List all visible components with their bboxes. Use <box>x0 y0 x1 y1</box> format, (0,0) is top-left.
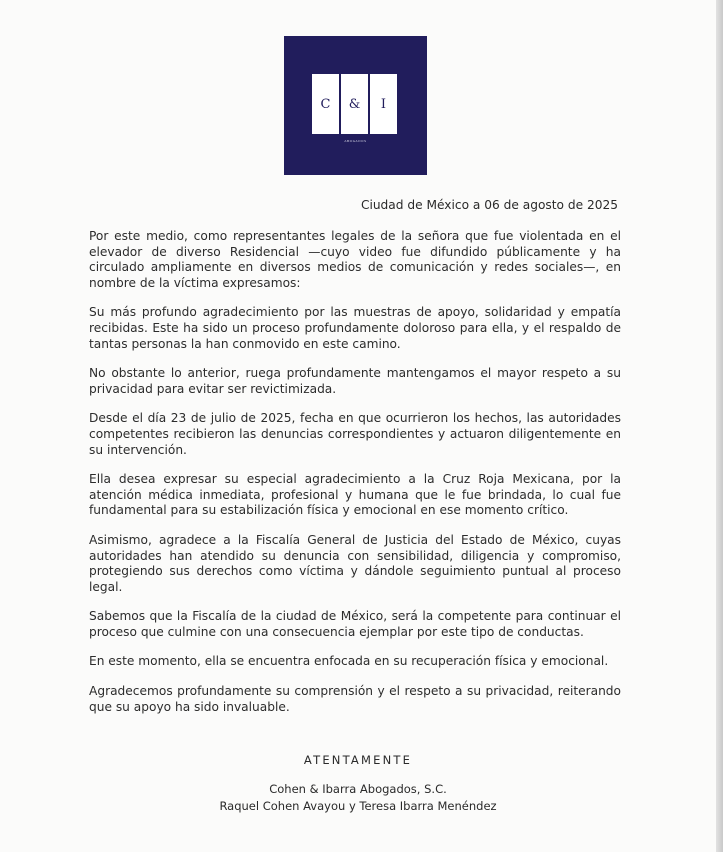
logo-ampersand: & <box>341 74 368 134</box>
signers: Raquel Cohen Avayou y Teresa Ibarra Menéndez <box>219 799 497 813</box>
logo-letter-i: I <box>370 74 397 134</box>
paragraph-jurisdiction: Sabemos que la Fiscalía de la ciudad de México, será la competente para continuar el proceso que culmine con una consecuencia ejemplar por este tipo de conductas. <box>89 609 621 639</box>
paragraph-red-cross: Ella desea expresar su especial agradecimiento a la Cruz Roja Mexicana, por la atención médica inmediata, profesional y humana que le fue brindada, lo cual fue fundamental para su estabilización física y emocional en ese momento crítico. <box>89 472 621 518</box>
date-line: Ciudad de México a 06 de agosto de 2025 <box>360 198 618 212</box>
page-edge <box>716 0 723 852</box>
closing-salutation: ATENTAMENTE <box>303 753 413 767</box>
logo-letter-c: C <box>312 74 339 134</box>
paragraph-intro: Por este medio, como representantes legales de la señora que fue violentada en el elevador de diverso Residencial —cuyo video fue difundido públicamente y ha circulado ampliamente en diversos medios de comunicación y redes sociales—, en nombre de la víctima expresamos: <box>89 229 621 290</box>
paragraph-thanks: Agradecemos profundamente su comprensión y el respeto a su privacidad, reiterando que su apoyo ha sido invaluable. <box>89 684 621 714</box>
paragraph-recovery: En este momento, ella se encuentra enfocada en su recuperación física y emocional. <box>89 654 609 669</box>
firm-name: Cohen & Ibarra Abogados, S.C. <box>269 782 447 796</box>
logo-subtitle: ABOGADOS <box>344 139 367 143</box>
paragraph-prosecutor: Asimismo, agradece a la Fiscalía General de Justicia del Estado de México, cuyas autoridades han atendido su denuncia con sensibilidad, diligencia y compromiso, protegiendo sus derechos como víctima y dándole seguimiento puntual al proceso legal. <box>89 532 621 594</box>
firm-logo <box>284 36 427 175</box>
letter-body <box>89 229 621 729</box>
paragraph-gratitude: Su más profundo agradecimiento por las muestras de apoyo, solidaridad y empatía recibidas. Este ha sido un proceso profundamente doloroso para ella, y el respaldo de tantas personas la han conmovido en este camino. <box>89 305 621 351</box>
paragraph-events: Desde el día 23 de julio de 2025, fecha en que ocurrieron los hechos, las autoridades competentes recibieron las denuncias correspondientes y actuaron diligentemente en su intervención. <box>89 411 621 457</box>
paragraph-privacy: No obstante lo anterior, ruega profundamente mantengamos el mayor respeto a su privacidad para evitar ser revictimizada. <box>89 366 621 396</box>
